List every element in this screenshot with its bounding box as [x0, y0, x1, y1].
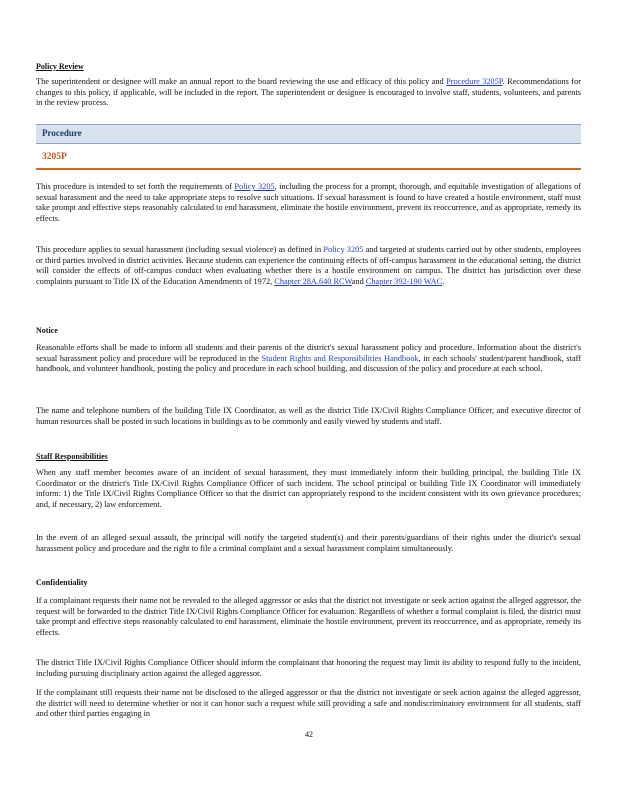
intro-paragraph-2: [36, 245, 581, 287]
notice-paragraph-1: [36, 343, 581, 375]
policy-3205-link[interactable]: Policy 3205: [234, 182, 275, 191]
intro-p1-text-b: , including the process for a prompt, thorough, and equitable investigation of allegations of sexual harassment and the need to take appropriate steps to resolve such situations. If sexual harassment is found to have created a hostile environment, staff must take prompt and effective steps reasonably calculated to end harassment, eliminate the hostile environment, prevent its reoccurrence, and as appropriate, remedy its effects.: [36, 182, 582, 223]
notice-p1-text-b: , in each schools' student/parent handbook, staff handbook, and volunteer handbook, posting the policy and procedure in each school building, and discussion of the policy and procedure at each school.: [36, 353, 582, 374]
staff-paragraph-2: In the event of an alleged sexual assault, the principal will notify the targeted student(s) and their parents/guardians of their rights under the district's sexual harassment policy and procedure and the right to file a criminal complaint and a sexual harassment complaint simultaneously.: [36, 533, 581, 553]
procedure-band: [36, 124, 581, 144]
confidentiality-paragraph-1: If a complainant requests their name not be revealed to the alleged aggressor or asks that the district not investigate or seek action against the alleged aggressor, the request will be forwarded to the district Title IX/Civil Rights Compliance Officer for evaluation. Regardless of whether a formal complaint is filed, the district must take prompt and effective steps reasonably calculated to end harassment, eliminate the hostile environment, prevent its reoccurrence, and as appropriate, remedy its effects.: [36, 596, 581, 637]
intro-p2-text-a: This procedure applies to sexual harassment (including sexual violence) as defined in: [36, 245, 322, 254]
review-line-2: . Recommendations for changes to this policy, if applicable, will be included in the report. The: [36, 77, 581, 97]
procedure-divider: [36, 168, 581, 170]
procedure-band-label: Procedure: [42, 128, 82, 138]
page-number: 42: [305, 730, 313, 739]
notice-paragraph-2: The name and telephone numbers of the building Title IX Coordinator, as well as the district Title IX/Civil Rights Compliance Officer, and executive director of human resources shall be posted in such locations in buildings as to be commonly and easily viewed by students and staff.: [36, 406, 581, 426]
confidentiality-heading: Confidentiality: [36, 578, 88, 587]
policy-review-heading: Policy Review: [36, 62, 84, 71]
staff-responsibilities-heading: Staff Responsibilities: [36, 452, 108, 461]
intro-p2-text-c: and: [351, 276, 364, 286]
notice-p1-text-a: Reasonable efforts shall be made to inform all students and their parents of the district's sexual harassment policy and procedure. Information about the district's sexual harassment policy and procedure will be reproduced in the: [36, 343, 581, 363]
intro-p2-text-b: and targeted at students carried out by other students, employees or third parties involved in district activities. Because students can experience the continuing effects of off-campus harassment in the educational setting, the district will consider the effects of off-campus conduct when evaluating whether there is a hostile environment on campus. The district has jurisdiction over these complaints pursuant to Title IX of the Education Amendments of 1972,: [36, 245, 582, 286]
intro-p2-text-d: .: [442, 276, 445, 286]
confidentiality-paragraph-2: The district Title IX/Civil Rights Compliance Officer should inform the complainant that honoring the request may limit its ability to respond fully to the incident, including pursuing disciplinary action against the alleged aggressor.: [36, 658, 581, 678]
policy-3205-link-2[interactable]: Policy 3205: [323, 245, 364, 254]
intro-p1-text-a: This procedure is intended to set forth the requirements of: [36, 182, 232, 191]
review-line-3: superintendent or designee is encouraged to involve staff, students, volunteers, and parents in the review process.: [36, 87, 581, 108]
chapter-28a640-rcw-link[interactable]: Chapter 28A.640 RCW: [274, 276, 352, 286]
staff-paragraph-1: When any staff member becomes aware of an incident of sexual harassment, they must immediately inform their building principal, the building Title IX Coordinator or the district's Title IX/Civil Rights Compliance Officer of such incident. The school principal or building Title IX Coordinator will immediately inform: 1) the Title IX/Civil Rights Compliance Officer so that the district can appropriately respond to the incident consistent with its own grievance procedures; and, if necessary, 2) law enforcement.: [36, 468, 581, 509]
policy-review-text: [36, 77, 581, 109]
notice-heading: Notice: [36, 326, 58, 335]
procedure-3205p-link[interactable]: Procedure 3205P: [446, 77, 503, 86]
intro-paragraph-1: [36, 182, 581, 224]
review-line-1: The superintendent or designee will make an annual report to the board reviewing the use and efficacy of this policy and: [36, 77, 444, 86]
procedure-code: 3205P: [42, 152, 67, 162]
chapter-392-190-wac-link[interactable]: Chapter 392-190 WAC: [365, 276, 443, 286]
student-rights-handbook-link[interactable]: Student Rights and Responsibilities Handbook: [261, 353, 419, 363]
confidentiality-paragraph-3: If the complainant still requests their name not be disclosed to the alleged aggressor or that the district not investigate or seek action against the alleged aggressor, the district will need to determine whether or not it can honor such a request while still providing a safe and nondiscriminatory environment for all students, staff and other third parties engaging in: [36, 688, 581, 719]
